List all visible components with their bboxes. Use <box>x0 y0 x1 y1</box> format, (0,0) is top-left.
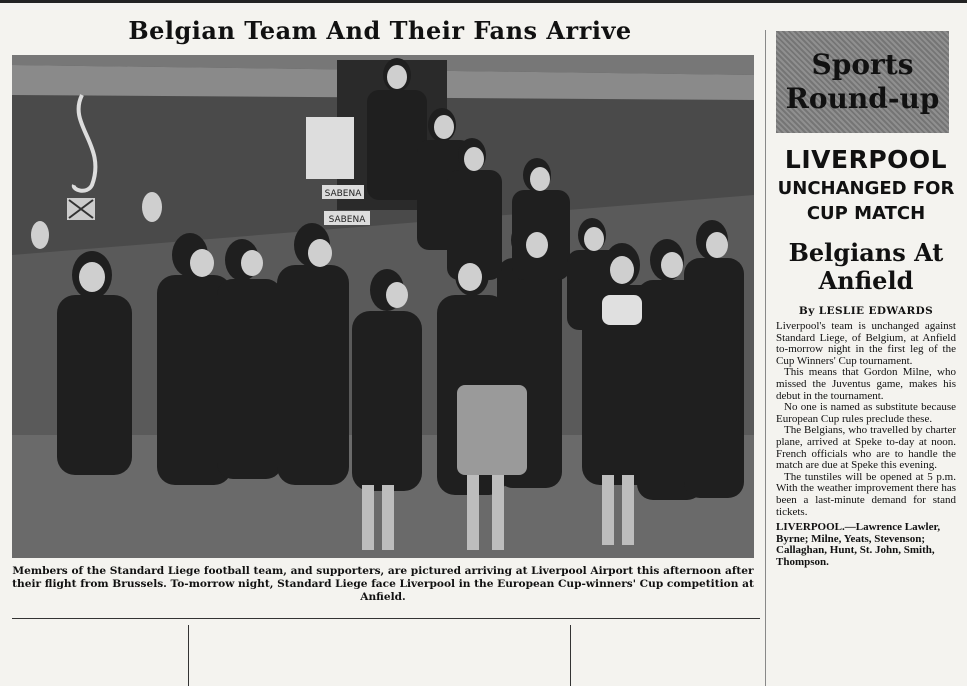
top-rule <box>0 0 967 3</box>
news-photo <box>12 55 754 558</box>
sidebar-headline: LIVERPOOL <box>784 145 948 174</box>
photo-caption: Members of the Standard Liege football team, and supporters, are pictured arriving at Liverpool Airport this afternoon after their flight from Brussels. To-morrow night, Standard Liege face Liverpool in the European Cup-winners' Cup competition at Anfield. <box>12 565 754 603</box>
team-lineup: LIVERPOOL.—Lawrence Lawler, Byrne; Milne, Yeats, Stevenson; Callaghan, Hunt, St. John, Smith, Thompson. <box>776 521 941 568</box>
column-divider <box>188 625 189 686</box>
paragraph: The tunstiles will be opened at 5 p.m. With the weather improvement there has been a last-minute demand for stand tickets. <box>776 470 956 518</box>
article-headline: Belgian Team And Their Fans Arrive <box>128 16 632 45</box>
sidebar-article <box>776 145 956 568</box>
sidebar-divider <box>765 30 766 686</box>
bottom-rule <box>12 618 760 619</box>
byline: By LESLIE EDWARDS <box>798 305 934 317</box>
sidebar-second-headline-1: Belgians At <box>788 238 944 267</box>
paragraph: Liverpool's team is unchanged against Standard Liege, of Belgium, at Anfield to-morrow night in the first leg of the Cup Winners' Cup tournament. <box>776 320 956 367</box>
sabena-sign-2: SABENA <box>328 215 366 225</box>
photo-illustration <box>12 55 754 558</box>
section-label-line2: Round-up <box>785 82 940 115</box>
column-divider <box>570 625 571 686</box>
sidebar-subheadline-2: CUP MATCH <box>806 203 926 224</box>
paragraph: No one is named as substitute because European Cup rules preclude these. <box>776 401 956 425</box>
article-body <box>776 321 956 518</box>
paragraph: The Belgians, who travelled by charter plane, arrived at Speke to-day at noon. French officials who are to handle the match are due at Speke this evening. <box>776 424 956 472</box>
sabena-sign: SABENA <box>324 189 362 199</box>
section-label-line1: Sports <box>811 48 914 81</box>
paragraph: This means that Gordon Milne, who missed the Juventus game, makes his debut in the tournament. <box>776 366 956 402</box>
section-banner <box>776 31 949 133</box>
sidebar-second-headline-2: Anfield <box>818 266 914 295</box>
sidebar-subheadline-1: UNCHANGED FOR <box>777 178 955 199</box>
